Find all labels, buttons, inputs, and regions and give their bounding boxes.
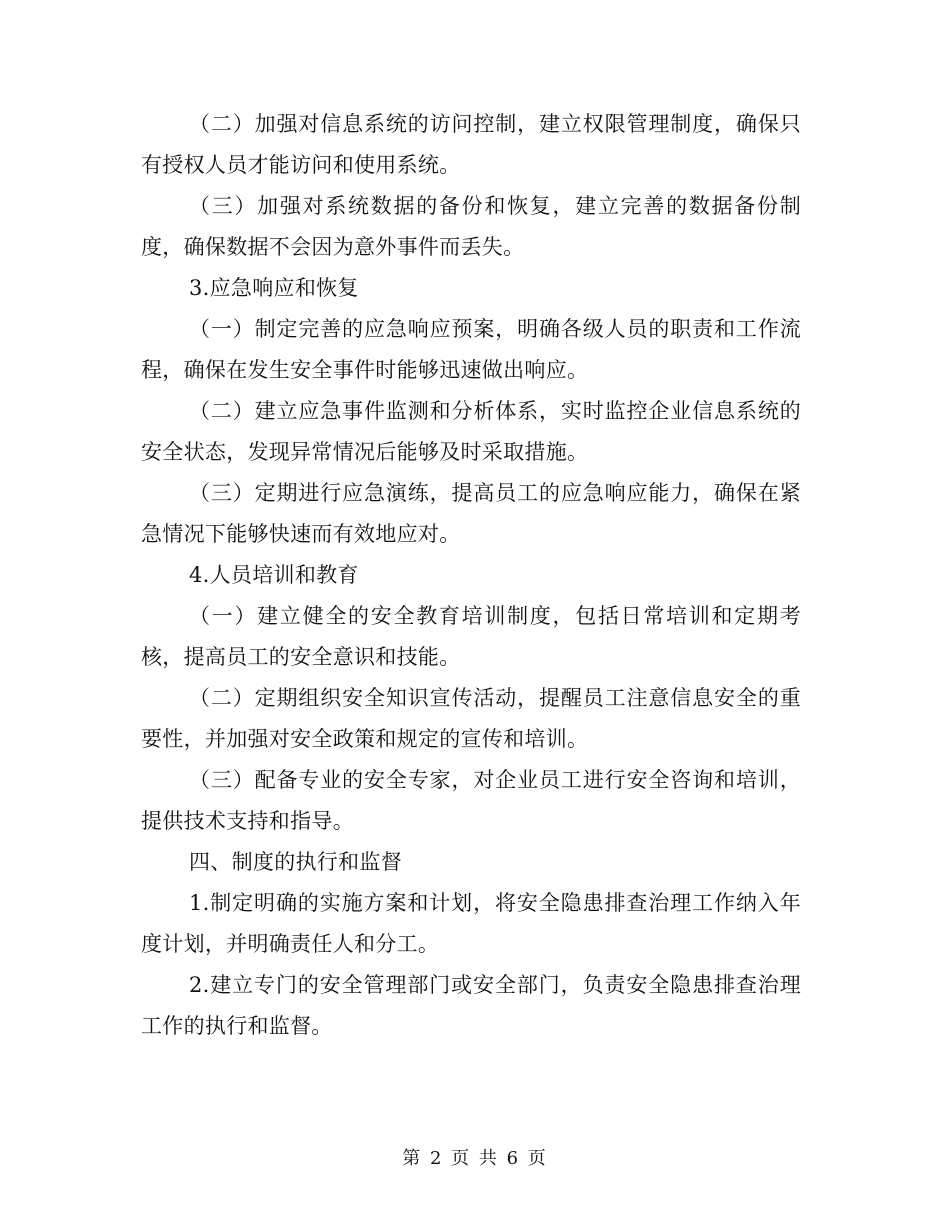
- heading-emergency-response: 3.应急响应和恢复: [189, 276, 359, 300]
- heading-staff-training: 4.人员培训和教育: [189, 563, 359, 587]
- paragraph-training-system: （一）建立健全的安全教育培训制度，包括日常培训和定期考核，提高员工的安全意识和技能。: [141, 604, 801, 669]
- paragraph-access-control: （二）加强对信息系统的访问控制，建立权限管理制度，确保只有授权人员才能访问和使用系统。: [141, 112, 801, 177]
- page-number-footer: 第 2 页 共 6 页: [402, 1148, 548, 1169]
- heading-execution-supervision: 四、制度的执行和监督: [189, 850, 402, 874]
- paragraph-implementation-plan: 1.制定明确的实施方案和计划，将安全隐患排查治理工作纳入年度计划，并明确责任人和分工。: [141, 891, 801, 956]
- paragraph-awareness-activities: （二）定期组织安全知识宣传活动，提醒员工注意信息安全的重要性，并加强对安全政策和规定的宣传和培训。: [141, 686, 801, 751]
- paragraph-data-backup: （三）加强对系统数据的备份和恢复，建立完善的数据备份制度，确保数据不会因为意外事件而丢失。: [141, 194, 801, 259]
- paragraph-emergency-plan: （一）制定完善的应急响应预案，明确各级人员的职责和工作流程，确保在发生安全事件时能够迅速做出响应。: [141, 317, 801, 382]
- paragraph-monitoring-system: （二）建立应急事件监测和分析体系，实时监控企业信息系统的安全状态，发现异常情况后能够及时采取措施。: [141, 399, 801, 464]
- paragraph-security-department: 2.建立专门的安全管理部门或安全部门，负责安全隐患排查治理工作的执行和监督。: [141, 973, 801, 1038]
- paragraph-emergency-drills: （三）定期进行应急演练，提高员工的应急响应能力，确保在紧急情况下能够快速而有效地应对。: [141, 481, 801, 546]
- paragraph-security-experts: （三）配备专业的安全专家，对企业员工进行安全咨询和培训，提供技术支持和指导。: [141, 768, 801, 833]
- document-body: [141, 104, 801, 1047]
